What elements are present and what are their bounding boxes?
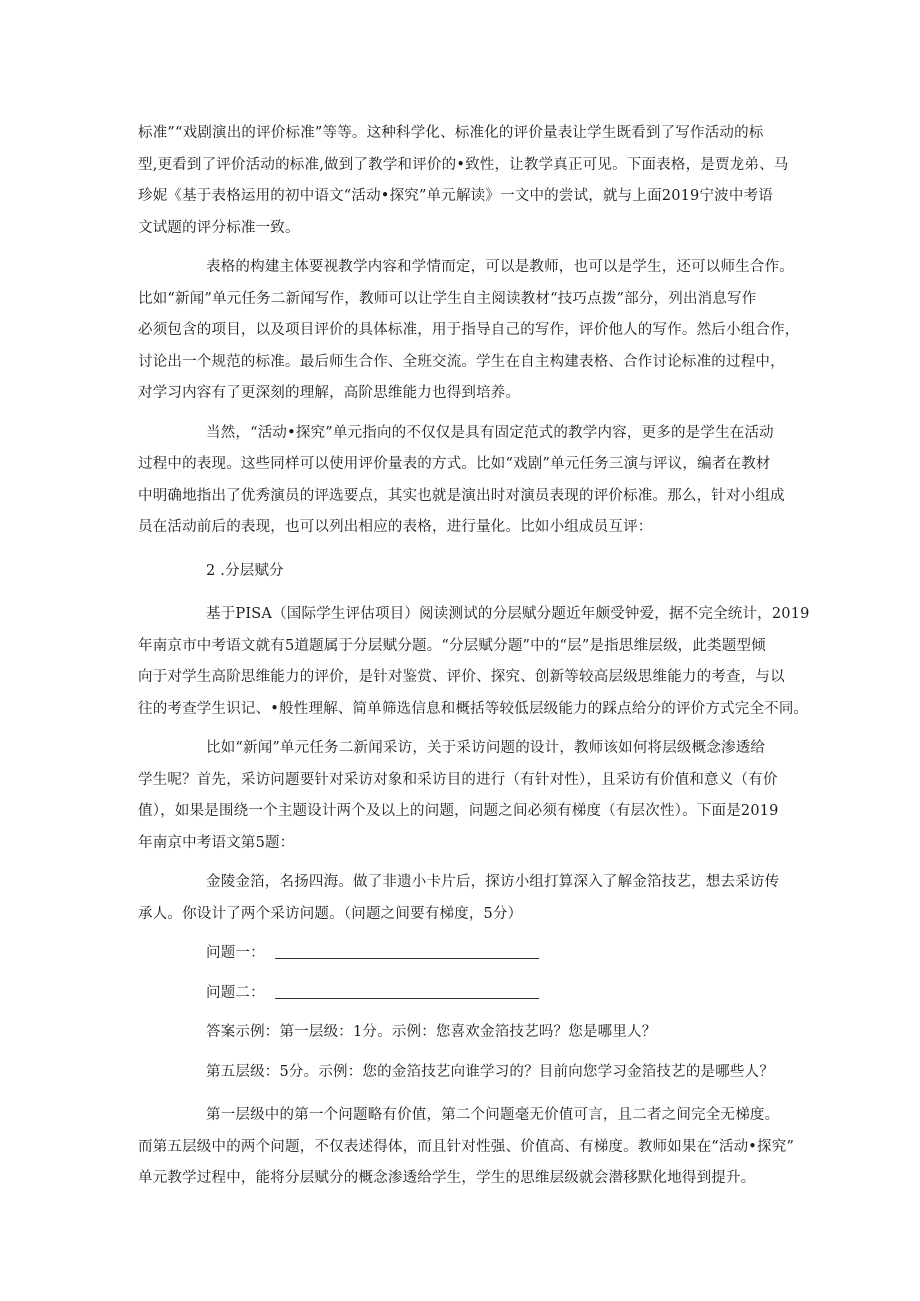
answer-example-level-five: 第五层级：5分。示例：您的金箔技艺向谁学习的？目前向您学习金箔技艺的是哪些人？ bbox=[206, 1063, 775, 1080]
question-one-label: 问题一： bbox=[206, 945, 265, 961]
paragraph-activity-performance bbox=[138, 418, 784, 544]
question-two-row bbox=[138, 978, 784, 1010]
text-line: 文试题的评分标准一致。 bbox=[138, 219, 300, 236]
text-line: 比如“新闻”单元任务二新闻采访，关于采访问题的设计，教师该如何将层级概念渗透给 bbox=[206, 740, 766, 756]
text-line: 当然，“活动•探究”单元指向的不仅仅是具有固定范式的教学内容，更多的是学生在活动 bbox=[206, 424, 774, 441]
question-two-label: 问题二： bbox=[206, 984, 265, 1001]
paragraph-interview-design bbox=[138, 733, 784, 859]
paragraph-pisa bbox=[138, 599, 810, 725]
text-line: 讨论出一个规范的标准。最后师生合作、全班交流。学生在自主构建表格、合作讨论标准的过程中， bbox=[138, 353, 785, 370]
text-line: 值），如果是围绕一个主题设计两个及以上的问题，问题之间必须有梯度（有层次性）。下面是2019 bbox=[138, 803, 779, 819]
text-line: 单元教学过程中，能将分层赋分的概念渗透给学生，学生的思维层级就会潜移默化地得到提升。 bbox=[138, 1170, 756, 1186]
paragraph-evaluation-scale bbox=[138, 118, 789, 244]
text-line: 学生呢？首先，采访问题要针对采访对象和采访目的进行（有针对性），且采访有价值和意义（有价 bbox=[138, 771, 778, 788]
paragraph-table-construction bbox=[138, 252, 800, 410]
text-line: 过程中的表现。这些同样可以使用评价量表的方式。比如“戏剧”单元任务三演与评议，编者在教材 bbox=[138, 456, 771, 472]
answer-example-level-one: 答案示例：第一层级：1分。示例：您喜欢金箔技艺吗？您是哪里人？ bbox=[206, 1024, 657, 1040]
question-one-row bbox=[138, 938, 784, 970]
text-line: 表格的构建主体要视教学内容和学情而定，可以是教师，也可以是学生，还可以师生合作。 bbox=[206, 259, 794, 275]
exam-question bbox=[138, 867, 784, 930]
text-line: 中明确地指出了优秀演员的评选要点，其实也就是演出时对演员表现的评价标准。那么，针对小组成 bbox=[138, 487, 785, 504]
text-line: 承人。你设计了两个采访问题。（问题之间要有梯度，5分） bbox=[138, 905, 523, 922]
text-line: 珍妮《基于表格运用的初中语文“活动•探究”单元解读》一文中的尝试，就与上面2019宁波中考语 bbox=[138, 188, 773, 204]
text-line: 金陵金箔，名扬四海。做了非遗小卡片后，探访小组打算深入了解金箔技艺，想去采访传 bbox=[206, 874, 780, 890]
text-line: 往的考查学生识记、•般性理解、简单筛选信息和概括等较低层级能力的踩点给分的评价方式完全不同。 bbox=[138, 700, 809, 717]
text-line: 比如“新闻”单元任务二新闻写作，教师可以让学生自主阅读教材“技巧点拨”部分，列出消息写作 bbox=[138, 290, 757, 307]
text-line: 向于对学生高阶思维能力的评价，是针对鉴赏、评价、探究、创新等较高层级思维能力的考查，与以 bbox=[138, 669, 785, 685]
text-line: 年南京中考语文第5题： bbox=[138, 834, 295, 851]
paragraph-conclusion bbox=[138, 1100, 795, 1195]
answer-blank-one bbox=[275, 942, 539, 959]
text-line: 员在活动前后的表现，也可以列出相应的表格，进行量化。比如小组成员互评： bbox=[138, 519, 653, 535]
text-line: 必须包含的项目，以及项目评价的具体标准，用于指导自己的写作，评价他人的写作。然后小组合作， bbox=[138, 322, 800, 338]
answer-blank-two bbox=[275, 982, 539, 999]
text-line: 基于PISA（国际学生评估项目）阅读测试的分层赋分题近年颇受钟爱，据不完全统计，2019 bbox=[206, 606, 810, 622]
text-line: 而第五层级中的两个问题，不仅表述得体，而且针对性强、价值高、有梯度。教师如果在“活动•探究” bbox=[138, 1138, 795, 1155]
text-line: 标准”“戏剧演出的评价标准”等等。这种科学化、标准化的评价量表让学生既看到了写作活动的标 bbox=[138, 125, 764, 141]
text-line: 型,更看到了评价活动的标准,做到了教学和评价的•致性，让教学真正可见。下面表格，是贾龙弟、马 bbox=[138, 156, 789, 173]
section-heading: 2 .分层赋分 bbox=[206, 562, 284, 579]
text-line: 第一层级中的第一个问题略有价值，第二个问题毫无价值可言，且二者之间完全无梯度。 bbox=[206, 1107, 780, 1123]
text-line: 对学习内容有了更深刻的理解，高阶思维能力也得到培养。 bbox=[138, 385, 521, 401]
text-line: 年南京市中考语文就有5道题属于分层赋分题。“分层赋分题”中的“层”是指思维层级，此类题型倾 bbox=[138, 637, 766, 654]
document-body bbox=[138, 118, 810, 1195]
